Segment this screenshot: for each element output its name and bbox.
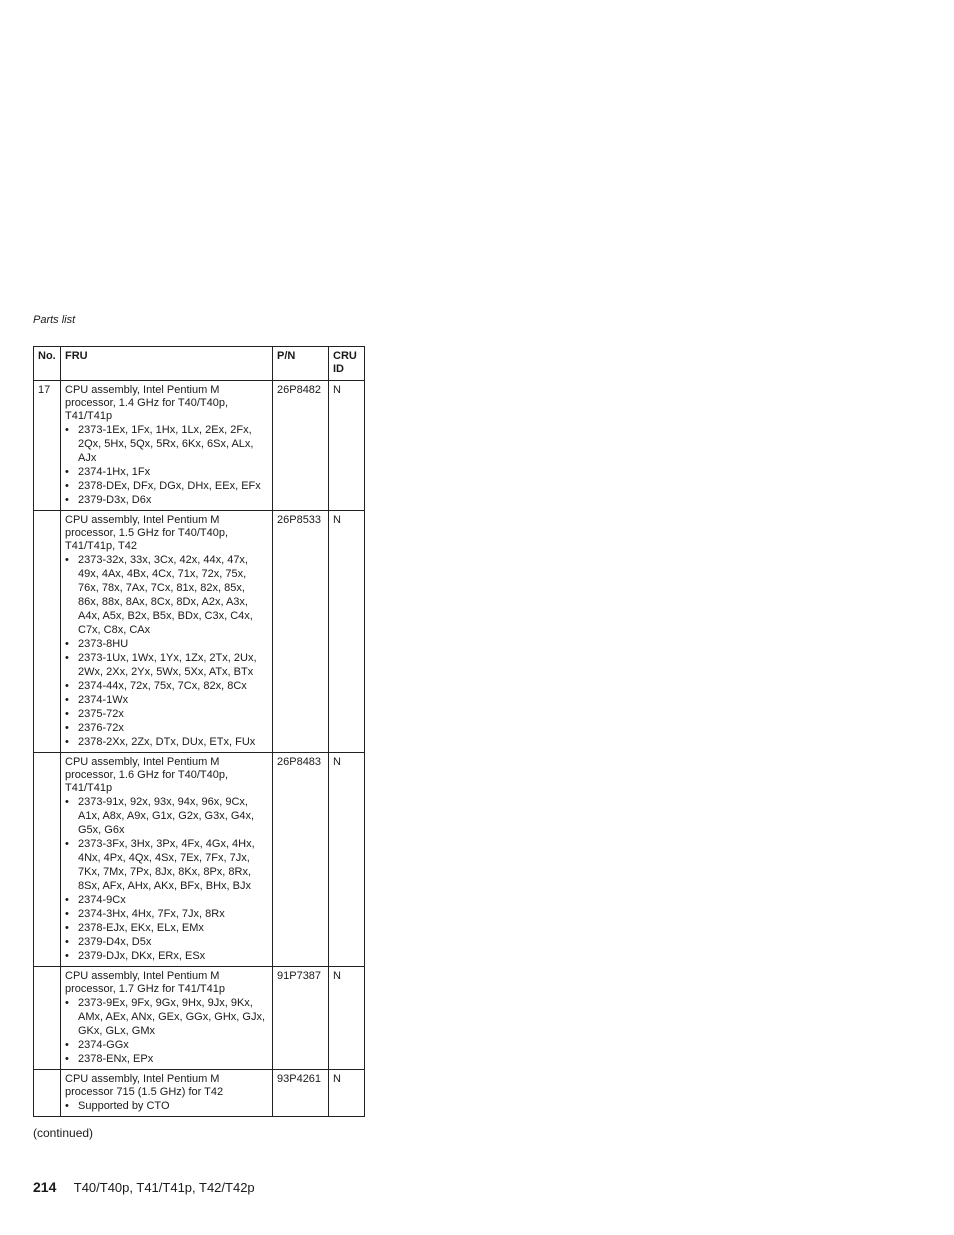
list-item: • 2378-ENx, EPx — [65, 1052, 268, 1066]
table-body — [34, 381, 365, 1117]
list-item: • 2379-D4x, D5x — [65, 935, 268, 949]
list-item: • 2375-72x — [65, 707, 268, 721]
list-item: • 2373-91x, 92x, 93x, 94x, 96x, 9Cx, A1x, A8x, A9x, G1x, G2x, G3x, G4x, G5x, G6x — [65, 795, 268, 837]
cell-cru-id: N — [329, 967, 365, 1070]
fru-description: CPU assembly, Intel Pentium M processor, 1.5 GHz for T40/T40p, T41/T41p, T42 — [65, 514, 229, 552]
cell-fru — [61, 967, 273, 1070]
cell-fru — [61, 753, 273, 967]
cell-part-number: 26P8482 — [273, 381, 329, 511]
table-row — [34, 381, 365, 511]
parts-table — [33, 346, 365, 1117]
cell-cru-id: N — [329, 381, 365, 511]
list-item: • 2373-1Ux, 1Wx, 1Yx, 1Zx, 2Tx, 2Ux, 2Wx, 2Xx, 2Yx, 5Wx, 5Xx, ATx, BTx — [65, 651, 268, 679]
column-header-fru: FRU — [61, 347, 273, 381]
header-row — [34, 347, 365, 381]
table-header — [34, 347, 365, 381]
cell-no: 17 — [34, 381, 61, 511]
cell-cru-id: N — [329, 511, 365, 753]
list-item: • 2379-D3x, D6x — [65, 493, 268, 507]
column-header-pn: P/N — [273, 347, 329, 381]
cell-no — [34, 753, 61, 967]
list-item: • 2373-1Ex, 1Fx, 1Hx, 1Lx, 2Ex, 2Fx, 2Qx, 5Hx, 5Qx, 5Rx, 6Kx, 6Sx, ALx, AJx — [65, 423, 268, 465]
cell-no — [34, 511, 61, 753]
list-item: • 2378-DEx, DFx, DGx, DHx, EEx, EFx — [65, 479, 268, 493]
list-item: • 2373-9Ex, 9Fx, 9Gx, 9Hx, 9Jx, 9Kx, AMx, AEx, ANx, GEx, GGx, GHx, GJx, GKx, GLx, GMx — [65, 996, 268, 1038]
list-item: • 2373-3Fx, 3Hx, 3Px, 4Fx, 4Gx, 4Hx, 4Nx, 4Px, 4Qx, 4Sx, 7Ex, 7Fx, 7Jx, 7Kx, 7Mx, 7Px, 8Jx, 8Kx, 8Px, 8Rx, 8Sx, AFx, AHx, AKx, BFx, BHx, BJx — [65, 837, 268, 893]
fru-description: CPU assembly, Intel Pentium M processor, 1.6 GHz for T40/T40p, T41/T41p — [65, 756, 229, 794]
cell-part-number: 93P4261 — [273, 1070, 329, 1117]
cell-cru-id: N — [329, 1070, 365, 1117]
cell-part-number: 26P8533 — [273, 511, 329, 753]
cell-fru — [61, 1070, 273, 1117]
cell-fru — [61, 381, 273, 511]
table-row — [34, 1070, 365, 1117]
list-item: • 2374-1Hx, 1Fx — [65, 465, 268, 479]
list-item: • 2374-GGx — [65, 1038, 268, 1052]
model-list — [65, 553, 268, 749]
list-item: • 2376-72x — [65, 721, 268, 735]
list-item: • 2379-DJx, DKx, ERx, ESx — [65, 949, 268, 963]
list-item: • 2374-9Cx — [65, 893, 268, 907]
cell-cru-id: N — [329, 753, 365, 967]
column-header-no: No. — [34, 347, 61, 381]
list-item: • 2374-3Hx, 4Hx, 7Fx, 7Jx, 8Rx — [65, 907, 268, 921]
model-list — [65, 1099, 268, 1113]
list-item: • 2378-EJx, EKx, ELx, EMx — [65, 921, 268, 935]
list-item: • Supported by CTO — [65, 1099, 268, 1113]
list-item: • 2373-32x, 33x, 3Cx, 42x, 44x, 47x, 49x, 4Ax, 4Bx, 4Cx, 71x, 72x, 75x, 76x, 78x, 7Ax, 7Cx, 81x, 82x, 85x, 86x, 88x, 8Ax, 8Cx, 8Dx, A2x, A3x, A4x, A5x, B2x, B5x, BDx, C3x, C4x, C7x, C8x, CAx — [65, 553, 268, 637]
cell-fru — [61, 511, 273, 753]
list-item: • 2374-44x, 72x, 75x, 7Cx, 82x, 8Cx — [65, 679, 268, 693]
fru-description: CPU assembly, Intel Pentium M processor 715 (1.5 GHz) for T42 — [65, 1073, 224, 1098]
cell-part-number: 26P8483 — [273, 753, 329, 967]
fru-description: CPU assembly, Intel Pentium M processor, 1.4 GHz for T40/T40p, T41/T41p — [65, 384, 229, 422]
document-title: T40/T40p, T41/T41p, T42/T42p — [73, 1180, 255, 1195]
cell-no — [34, 967, 61, 1070]
model-list — [65, 795, 268, 963]
column-header-cru: CRU ID — [329, 347, 365, 381]
page-number: 214 — [33, 1179, 57, 1195]
table-row — [34, 753, 365, 967]
model-list — [65, 996, 268, 1066]
fru-description: CPU assembly, Intel Pentium M processor, 1.7 GHz for T41/T41p — [65, 970, 225, 995]
section-label: Parts list — [33, 314, 76, 326]
model-list — [65, 423, 268, 507]
table-row — [34, 511, 365, 753]
table-row — [34, 967, 365, 1070]
list-item: • 2374-1Wx — [65, 693, 268, 707]
page-footer — [33, 1179, 255, 1195]
cell-part-number: 91P7387 — [273, 967, 329, 1070]
cell-no — [34, 1070, 61, 1117]
list-item: • 2373-8HU — [65, 637, 268, 651]
continued-note: (continued) — [33, 1126, 94, 1140]
list-item: • 2378-2Xx, 2Zx, DTx, DUx, ETx, FUx — [65, 735, 268, 749]
